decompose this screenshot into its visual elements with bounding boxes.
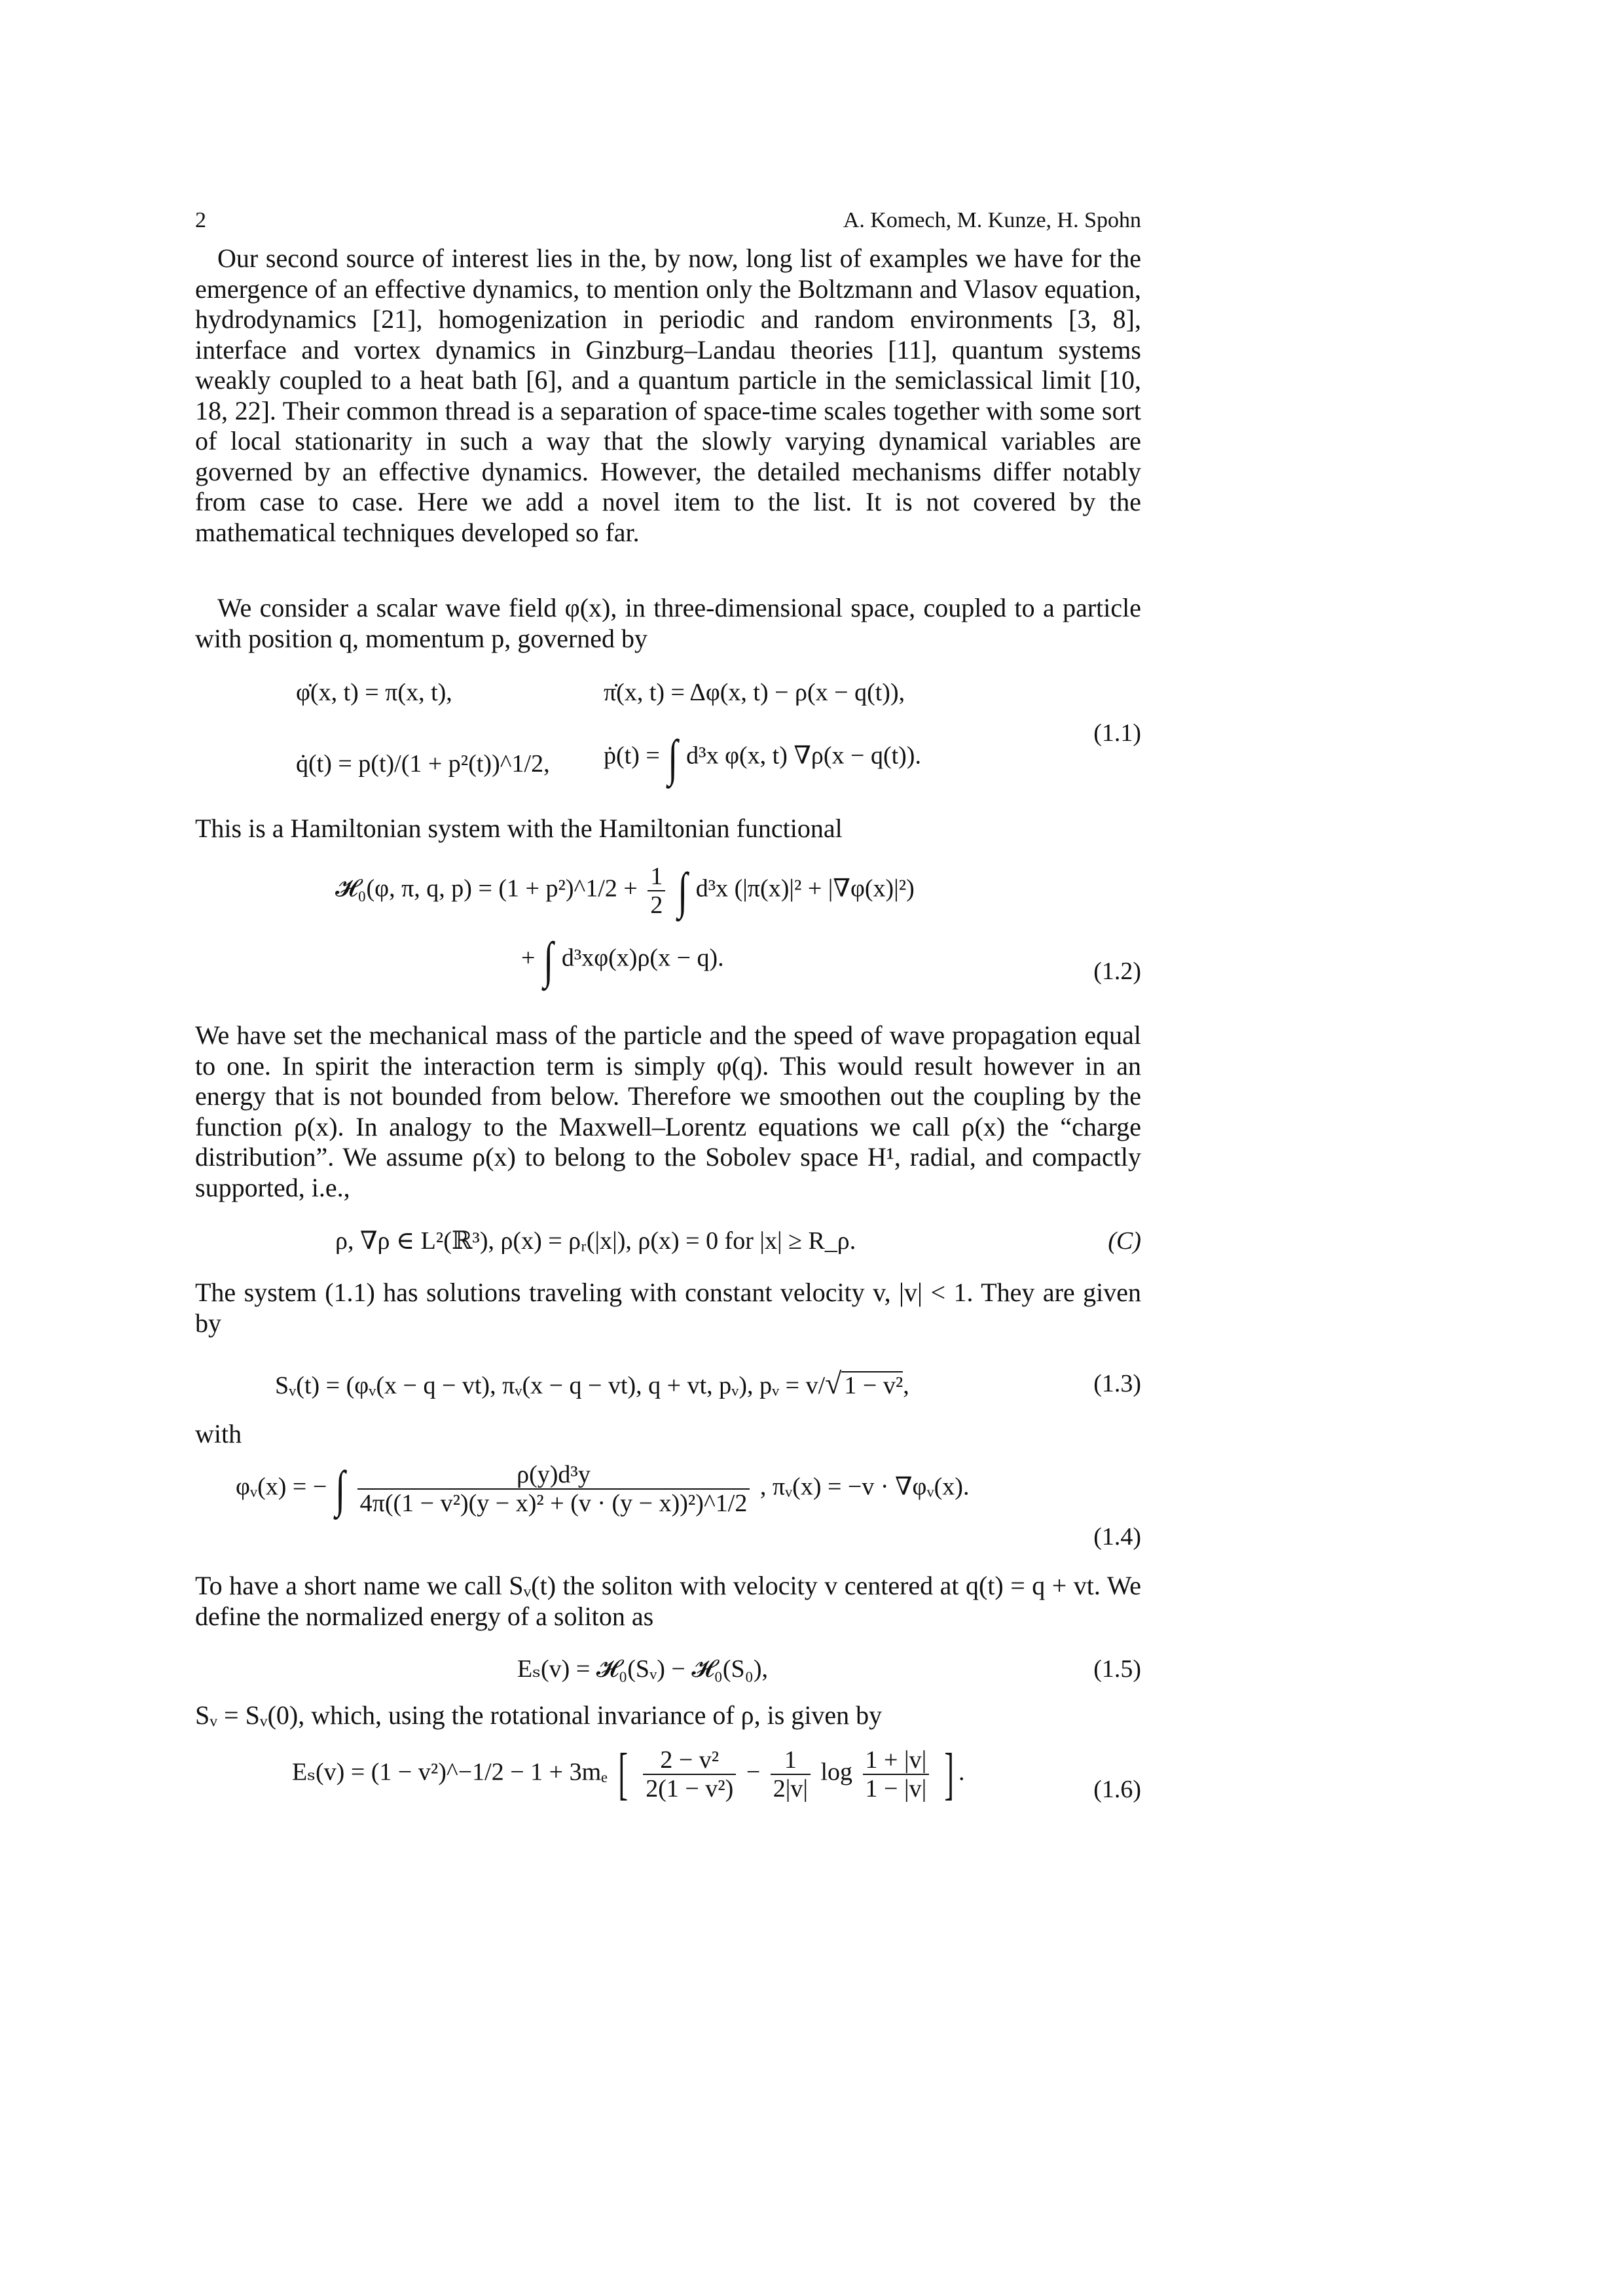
sqrt-sign: √ bbox=[825, 1367, 842, 1400]
equation-number-1-6: (1.6) bbox=[1093, 1776, 1141, 1803]
equation-1-4-fraction bbox=[357, 1461, 750, 1517]
equation-1-1-p-dot bbox=[604, 729, 921, 786]
fraction-denominator: 4π((1 − v²)(y − x)² + (v · (y − x))²)^1/2 bbox=[359, 1490, 748, 1517]
fraction-denominator: 2 bbox=[650, 891, 663, 919]
equation-1-4-lhs: φᵥ(x) = − bbox=[236, 1473, 327, 1501]
right-bracket: ] bbox=[944, 1742, 954, 1806]
equation-1-6-fraction-3 bbox=[863, 1746, 930, 1803]
integral-sign: ∫ bbox=[335, 1460, 345, 1517]
left-bracket: [ bbox=[618, 1742, 629, 1806]
equation-1-3 bbox=[275, 1369, 909, 1400]
equation-1-6 bbox=[292, 1742, 965, 1806]
equation-1-1-pi-dot: π̇(x, t) = Δφ(x, t) − ρ(x − q(t)), bbox=[604, 679, 905, 706]
fraction-denominator: 2|v| bbox=[773, 1775, 808, 1803]
integral-sign: ∫ bbox=[668, 729, 678, 786]
paragraph-effective-dynamics: Our second source of interest lies in the, by now, long list of examples we have for the emergence of an effective dynamics, to mention only the Boltzmann and Vlasov equation, hydrodynamics [21], homogenization in periodic and random environments [3, 8], interface and vortex dynamics in Ginzburg–Landau theories [11], quantum systems weakly coupled to a heat bath [6], and a quantum particle in the semiclassical limit [10, 18, 22]. Their common thread is a separation of space-time scales together with some sort of local stationarity in such a way that the slowly varying dynamical variables are governed by an effective dynamics. However, the detailed mechanisms differ notably from case to case. Here we add a novel item to the list. It is not covered by the mathematical techniques developed so far. bbox=[195, 243, 1141, 547]
paragraph-traveling-solutions: The system (1.1) has solutions traveling with constant velocity v, |v| < 1. They are given by bbox=[195, 1278, 1141, 1338]
fraction-denominator: 2(1 − v²) bbox=[646, 1775, 734, 1803]
fraction-numerator: ρ(y)d³y bbox=[357, 1461, 750, 1490]
equation-1-5: Eₛ(v) = 𝓗₀(Sᵥ) − 𝓗₀(S₀), bbox=[517, 1655, 769, 1683]
equation-1-4-pi-v: , πᵥ(x) = −v · ∇φᵥ(x). bbox=[759, 1473, 970, 1501]
log-operator: log bbox=[820, 1758, 853, 1786]
integral-sign: ∫ bbox=[543, 931, 554, 988]
fraction-denominator: 1 − |v| bbox=[865, 1775, 927, 1803]
paragraph-rotational-invariance: Sᵥ = Sᵥ(0), which, using the rotational invariance of ρ, is given by bbox=[195, 1700, 883, 1730]
equation-1-4 bbox=[236, 1461, 969, 1517]
page-number: 2 bbox=[195, 208, 206, 232]
equation-1-6-lhs: Eₛ(v) = (1 − v²)^−1/2 − 1 + 3mₑ bbox=[292, 1758, 608, 1786]
fraction-one-half bbox=[647, 863, 665, 919]
equation-number-1-4: (1.4) bbox=[1093, 1523, 1141, 1551]
fraction-numerator: 1 bbox=[771, 1746, 811, 1775]
fraction-numerator: 1 + |v| bbox=[863, 1746, 930, 1775]
equation-1-3-radicand: 1 − v² bbox=[841, 1371, 903, 1399]
minus-sign: − bbox=[746, 1758, 761, 1786]
equation-number-1-5: (1.5) bbox=[1093, 1655, 1141, 1683]
equation-1-1-q-dot: q̇(t) = p(t)/(1 + p²(t))^1/2, bbox=[296, 750, 550, 778]
equation-1-1-phi-dot: φ̇(x, t) = π(x, t), bbox=[296, 679, 452, 706]
plus-sign: + bbox=[521, 944, 536, 972]
equation-1-3-soliton: Sᵥ(t) = (φᵥ(x − q − vt), πᵥ(x − q − vt), q + vt, pᵥ), pᵥ = v/ bbox=[275, 1372, 826, 1399]
running-header-authors: A. Komech, M. Kunze, H. Spohn bbox=[843, 208, 1141, 232]
period: . bbox=[958, 1758, 965, 1786]
equation-number-1-3: (1.3) bbox=[1093, 1370, 1141, 1397]
condition-label-c: (C) bbox=[1108, 1227, 1141, 1255]
equation-1-6-fraction-1 bbox=[643, 1746, 736, 1803]
equation-1-1-p-dot-lhs: ṗ(t) = bbox=[604, 742, 660, 770]
paragraph-scalar-wave-field: We consider a scalar wave field φ(x), in three-dimensional space, coupled to a particle with position q, momentum p, governed by bbox=[195, 593, 1141, 653]
paragraph-with: with bbox=[195, 1419, 242, 1448]
fraction-numerator: 1 bbox=[647, 863, 665, 891]
equation-1-2-integrand: d³x (|π(x)|² + |∇φ(x)|²) bbox=[695, 874, 915, 903]
fraction-numerator: 2 − v² bbox=[643, 1746, 736, 1775]
equation-1-2-line-2 bbox=[521, 931, 724, 988]
equation-1-6-fraction-2 bbox=[771, 1746, 811, 1803]
condition-c: ρ, ∇ρ ∈ L²(ℝ³), ρ(x) = ρᵣ(|x|), ρ(x) = 0 for |x| ≥ R_ρ. bbox=[335, 1227, 856, 1255]
equation-1-2-line-1 bbox=[335, 863, 915, 919]
equation-1-2-lhs: 𝓗₀(φ, π, q, p) = (1 + p²)^1/2 + bbox=[335, 874, 638, 903]
equation-1-1-p-dot-rhs: d³x φ(x, t) ∇ρ(x − q(t)). bbox=[686, 742, 921, 770]
equation-number-1-1: (1.1) bbox=[1093, 719, 1141, 747]
equation-1-2-coupling: d³xφ(x)ρ(x − q). bbox=[561, 944, 724, 972]
equation-number-1-2: (1.2) bbox=[1093, 958, 1141, 985]
paragraph-soliton-definition: To have a short name we call Sᵥ(t) the soliton with velocity v centered at q(t) = q + vt. We define the normalized energy of a soliton as bbox=[195, 1571, 1141, 1631]
paragraph-hamiltonian-intro: This is a Hamiltonian system with the Hamiltonian functional bbox=[195, 814, 843, 843]
integral-sign: ∫ bbox=[678, 862, 688, 919]
comma: , bbox=[903, 1372, 909, 1399]
paragraph-mechanical-mass: We have set the mechanical mass of the particle and the speed of wave propagation equal to one. In spirit the interaction term is simply φ(q). This would result however in an energy that is not bounded from below. Therefore we smoothen out the coupling by the function ρ(x). In analogy to the Maxwell–Lorentz equations we call ρ(x) the “charge distribution”. We assume ρ(x) to belong to the Sobolev space H¹, radial, and compactly supported, i.e., bbox=[195, 1020, 1141, 1202]
